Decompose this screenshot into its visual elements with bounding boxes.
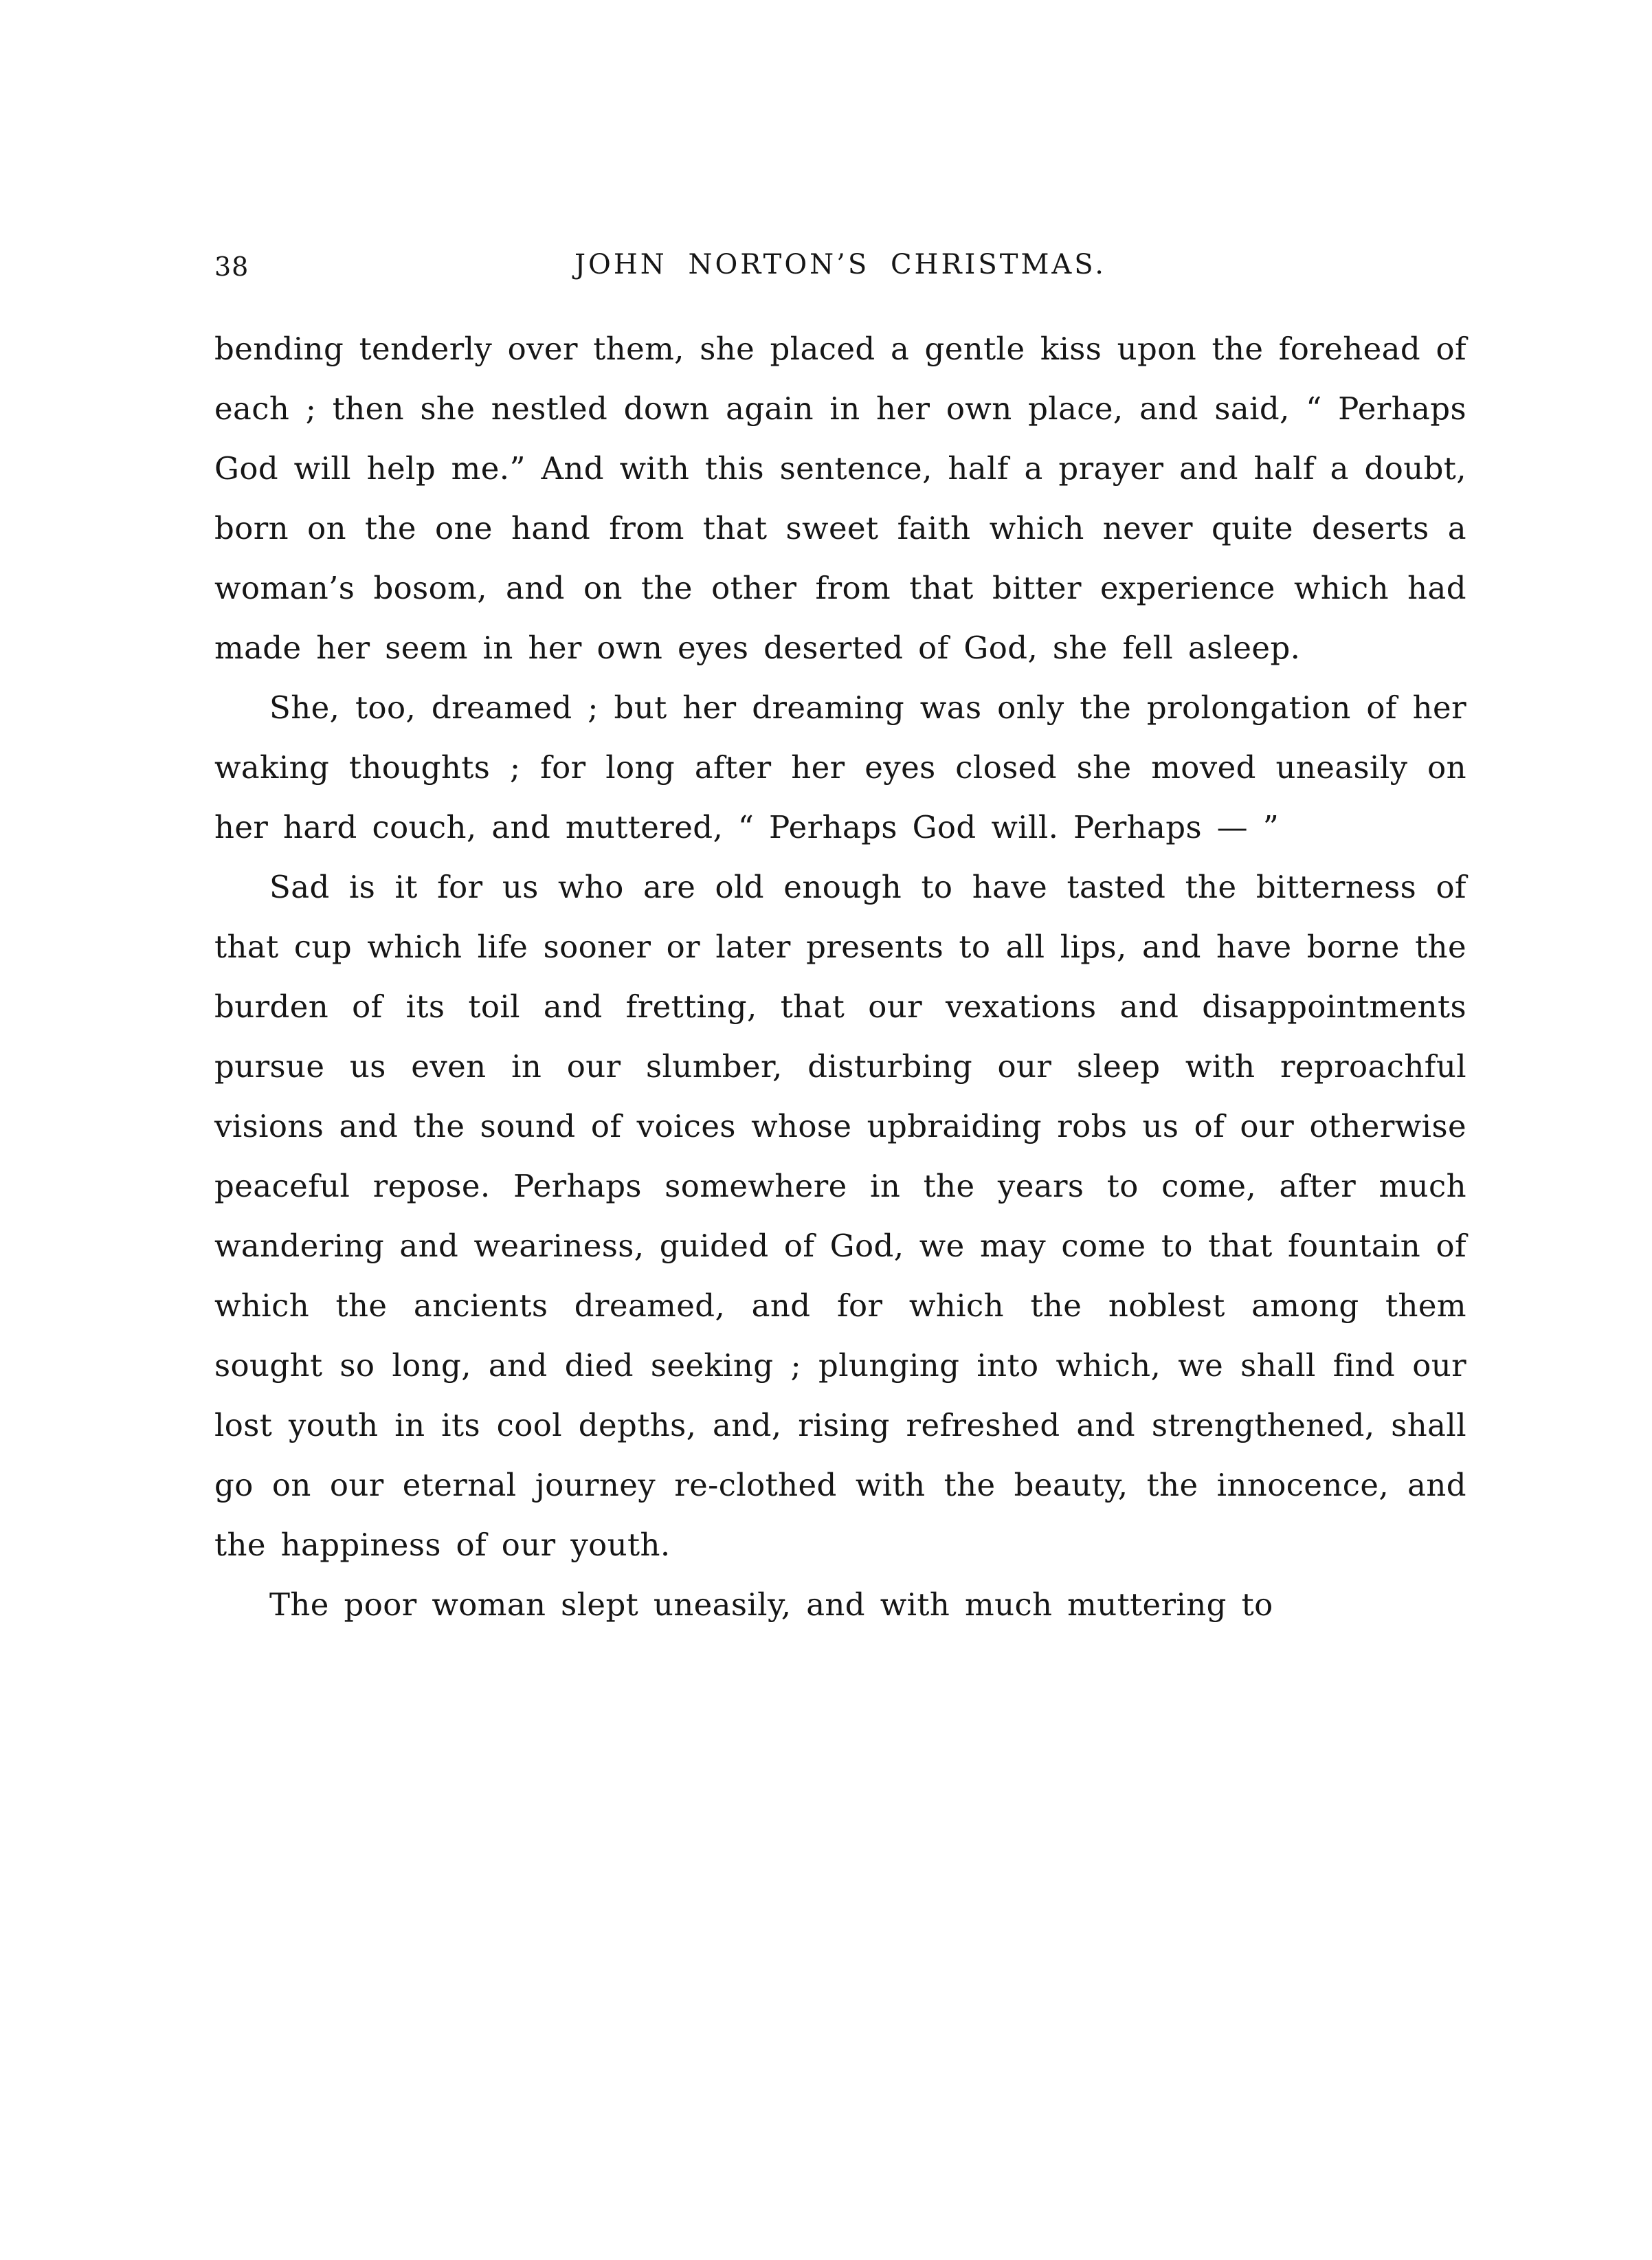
paragraph: She, too, dreamed ; but her dreaming was only the prolongation of her waking thoughts ; for long after her eyes closed she moved uneasily on her hard couch, and muttered, “ Perhaps God will. Perhaps — ”: [214, 689, 1466, 845]
paragraph: The poor woman slept uneasily, and with much muttering to: [269, 1586, 1273, 1623]
chapter-title: JOHN NORTON’S CHRISTMAS.: [574, 249, 1106, 280]
page-number: 38: [214, 252, 249, 282]
text-block: [214, 246, 1466, 1635]
paragraph: Sad is it for us who are old enough to have tasted the bitterness of that cup which life sooner or later presents to all lips, and have borne the burden of its toil and fretting, that our vexations and disappointments pursue us even in our slumber, disturbing our sleep with reproachful visions and the sound of voices whose upbraiding robs us of our otherwise peaceful repose. Perhaps somewhere in the years to come, after much wandering and weariness, guided of God, we may come to that fountain of which the ancients dreamed, and for which the noblest among them sought so long, and died seeking ; plunging into which, we shall find our lost youth in its cool depths, and, rising refreshed and strengthened, shall go on our eternal journey re-clothed with the beauty, the innocence, and the happiness of our youth.: [214, 869, 1466, 1563]
page-text: [214, 319, 1466, 1635]
running-head: [214, 246, 1466, 290]
paragraph: bending tenderly over them, she placed a gentle kiss upon the forehead of each ; then she nestled down again in her own place, and said, “ Perhaps God will help me.” And with this sentence, half a prayer and half a doubt, born on the one hand from that sweet faith which never quite deserts a woman’s bosom, and on the other from that bitter experience which had made her seem in her own eyes deserted of God, she fell asleep.: [214, 331, 1466, 666]
